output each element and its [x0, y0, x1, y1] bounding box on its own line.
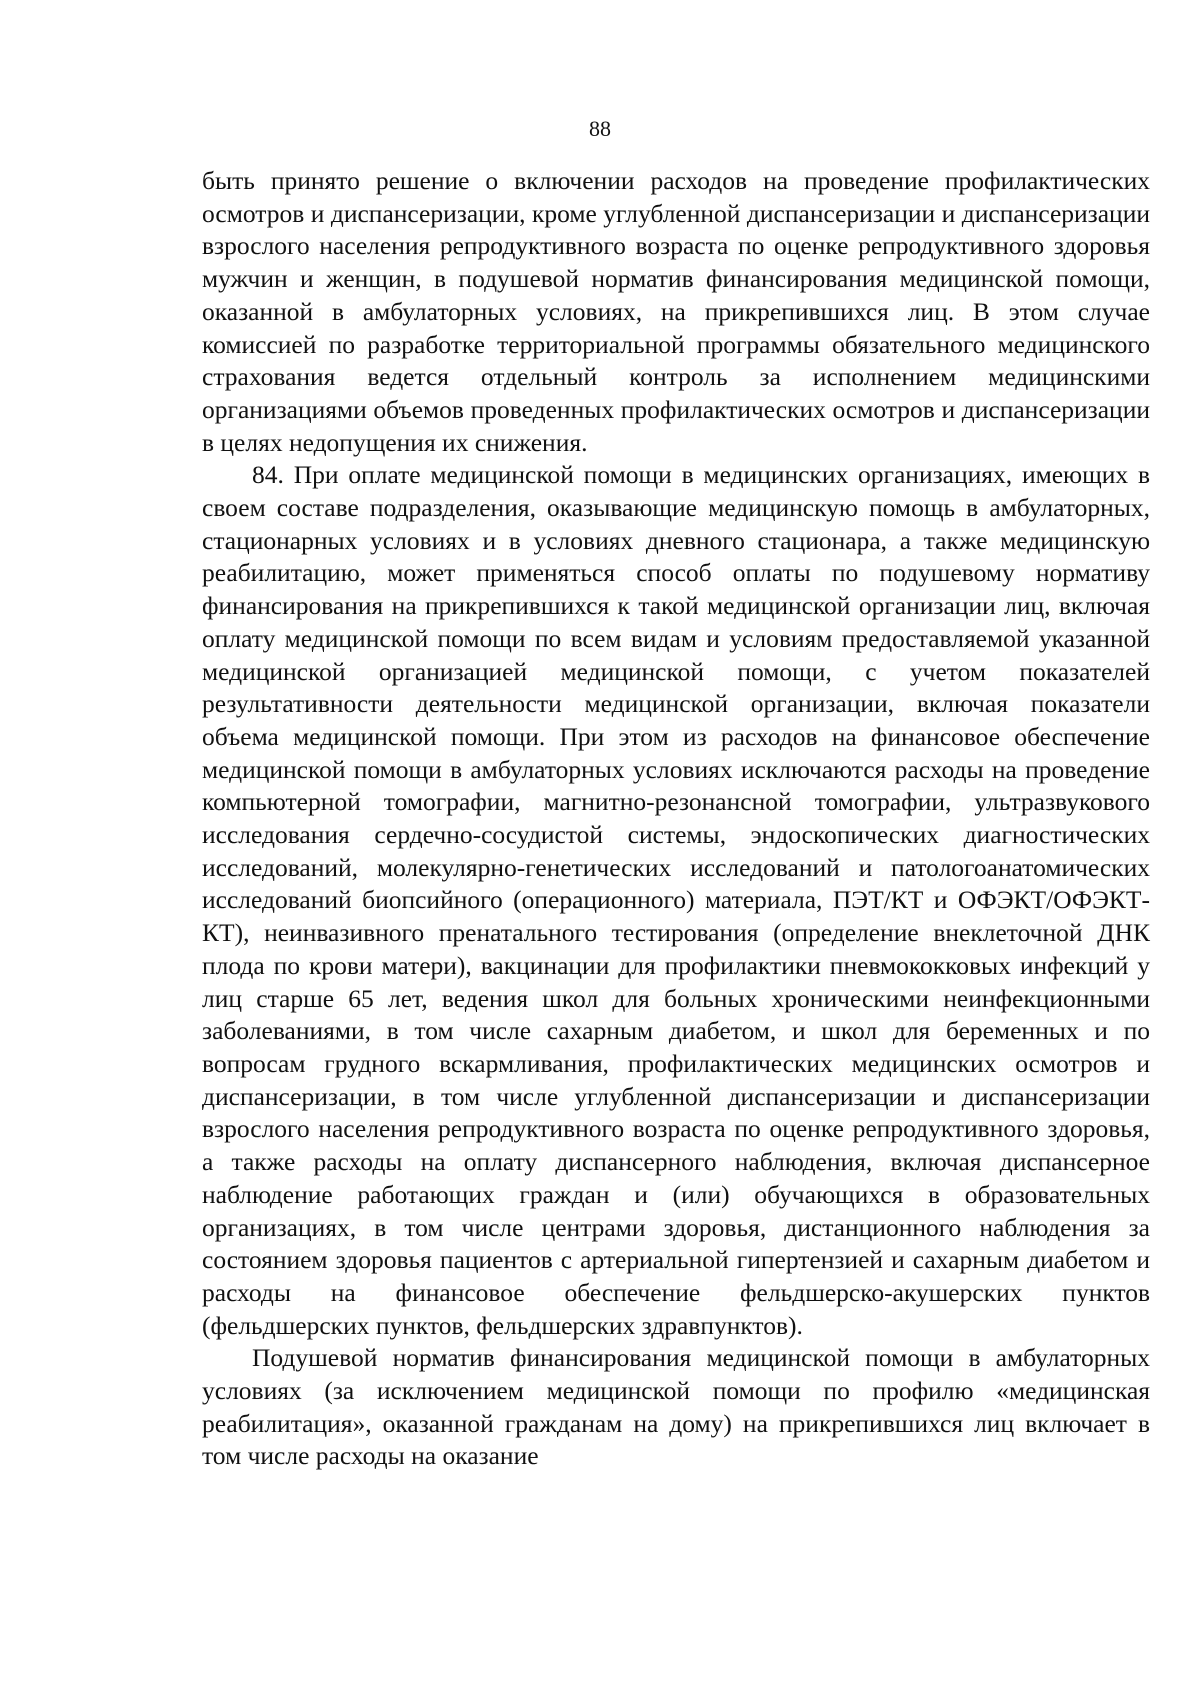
- document-body: [202, 165, 1150, 1473]
- paragraph-continuation: быть принято решение о включении расходов на проведение профилактических осмотров и диспансеризации, кроме углубленной диспансеризации и диспансеризации взрослого населения репродуктивного возраста по оценке репродуктивного здоровья мужчин и женщин, в подушевой норматив финансирования медицинской помощи, оказанной в амбулаторных условиях, на прикрепившихся лиц. В этом случае комиссией по разработке территориальной программы обязательного медицинского страхования ведется отдельный контроль за исполнением медицинскими организациями объемов проведенных профилактических осмотров и диспансеризации в целях недопущения их снижения.: [202, 166, 1150, 457]
- page-number: 88: [589, 116, 611, 141]
- paragraph-per-capita-norm: Подушевой норматив финансирования медицинской помощи в амбулаторных условиях (за исключением медицинской помощи по профилю «медицинская реабилитация», оказанной гражданам на дому) на прикрепившихся лиц включает в том числе расходы на оказание: [202, 1343, 1150, 1471]
- paragraph-item-84: 84. При оплате медицинской помощи в медицинских организациях, имеющих в своем составе подразделения, оказывающие медицинскую помощь в амбулаторных, стационарных условиях и в условиях дневного стационара, а также медицинскую реабилитацию, может применяться способ оплаты по подушевому нормативу финансирования на прикрепившихся к такой медицинской организации лиц, включая оплату медицинской помощи по всем видам и условиям предоставляемой указанной медицинской организацией медицинской помощи, с учетом показателей результативности деятельности медицинской организации, включая показатели объема медицинской помощи. При этом из расходов на финансовое обеспечение медицинской помощи в амбулаторных условиях исключаются расходы на проведение компьютерной томографии, магнитно-резонансной томографии, ультразвукового исследования сердечно-сосудистой системы, эндоскопических диагностических исследований, молекулярно-генетических исследований и патологоанатомических исследований биопсийного (операционного) материала, ПЭТ/КТ и ОФЭКТ/ОФЭКТ-КТ), неинвазивного пренатального тестирования (определение внеклеточной ДНК плода по крови матери), вакцинации для профилактики пневмококковых инфекций у лиц старше 65 лет, ведения школ для больных хроническими неинфекционными заболеваниями, в том числе сахарным диабетом, и школ для беременных и по вопросам грудного вскармливания, профилактических медицинских осмотров и диспансеризации, в том числе углубленной диспансеризации и диспансеризации взрослого населения репродуктивного возраста по оценке репродуктивного здоровья, а также расходы на оплату диспансерного наблюдения, включая диспансерное наблюдение работающих граждан и (или) обучающихся в образовательных организациях, в том числе центрами здоровья, дистанционного наблюдения за состоянием здоровья пациентов с артериальной гипертензией и сахарным диабетом и расходы на финансовое обеспечение фельдшерско-акушерских пунктов (фельдшерских пунктов, фельдшерских здравпунктов).: [202, 460, 1150, 1340]
